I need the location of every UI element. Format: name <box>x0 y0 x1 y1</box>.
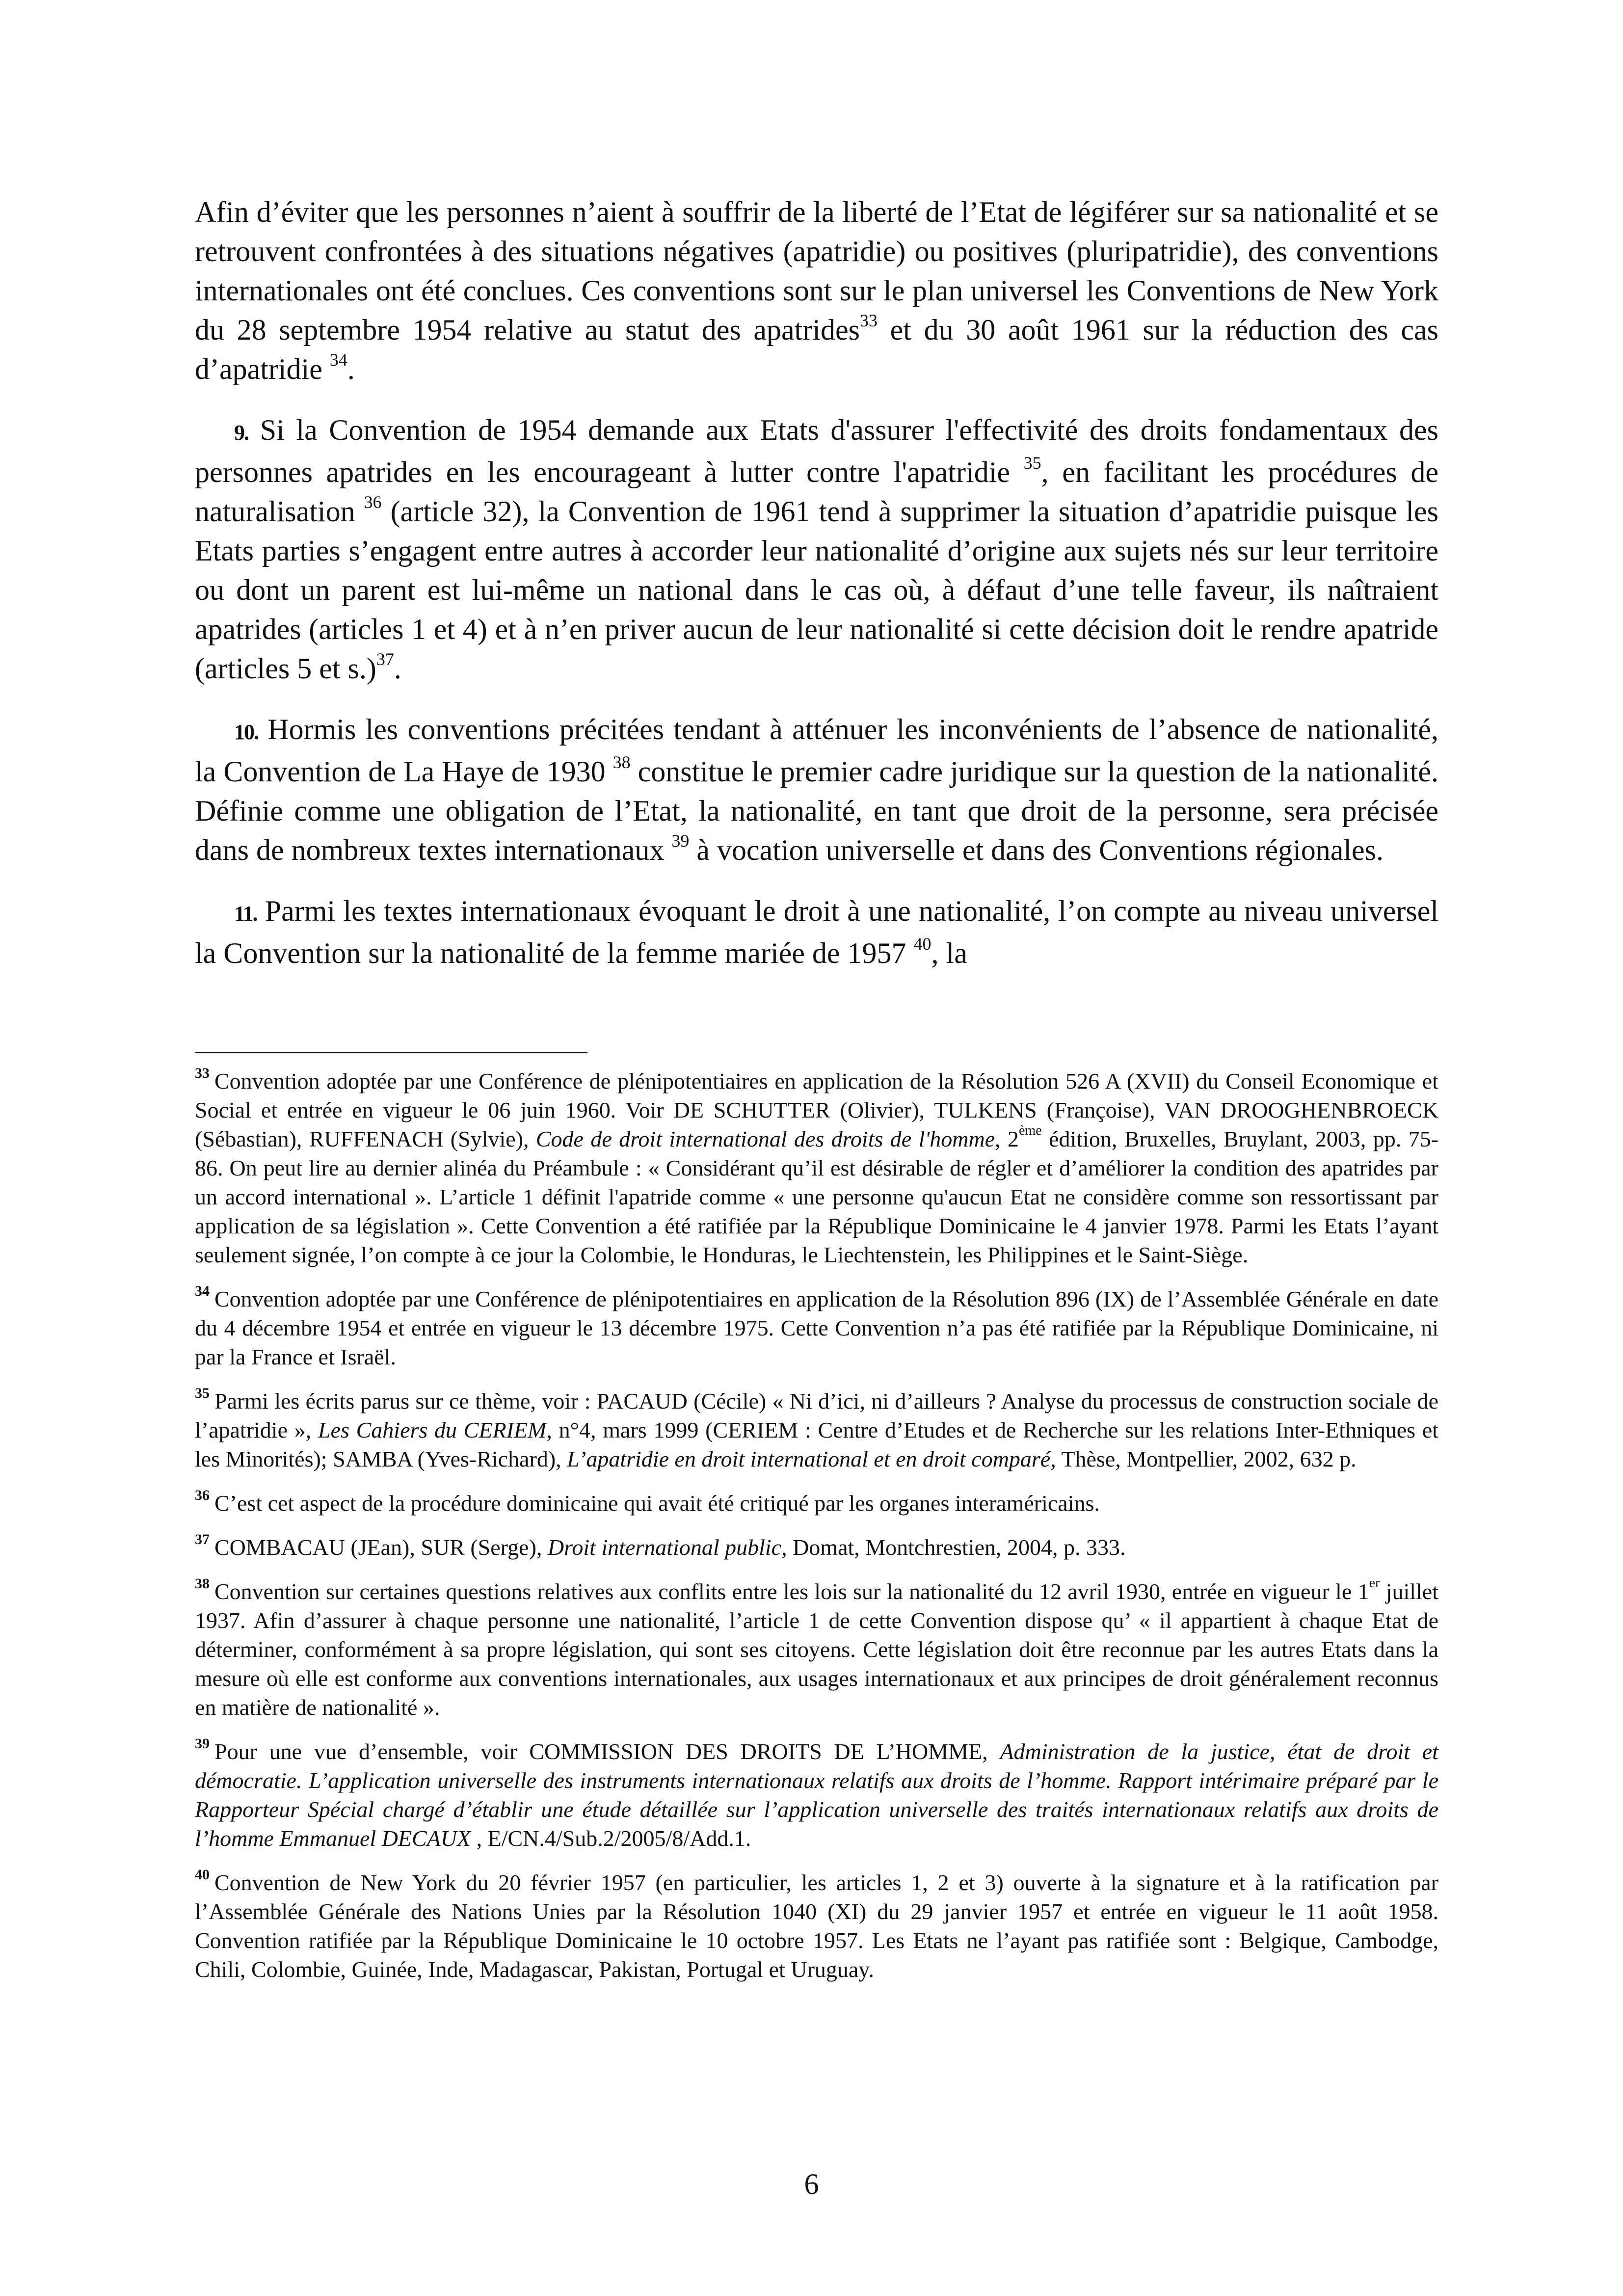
body-text <box>195 192 1438 994</box>
footnote-ref-34[interactable]: 34 <box>329 350 347 370</box>
footnote-35: $^{35}$ Parmi les écrits parus sur ce thème, voir : PACAUD (Cécile) « Ni d’ici, ni d’ailleurs ? Analyse du processus de construction sociale de l’apatridie », Les Cahiers du CERIEM, n°4, mars 1999 (CERIEM : Centre d’Etudes et de Recherche sur les relations Inter-Ethniques et les Minorités); SAMBA (Yves-Richard), L’apatridie en droit international et en droit comparé, Thèse, Montpellier, 2002, 632 p. <box>195 1385 1439 1471</box>
page-number: 6 <box>804 2168 819 2200</box>
footnote-36: $^{36}$ C’est cet aspect de la procédure dominicaine qui avait été critiqué par les organes interaméricains. <box>195 1487 1100 1516</box>
footnote-ref-37[interactable]: 37 <box>376 649 394 669</box>
footnote-34: $^{34}$ Convention adoptée par une Conférence de plénipotentiaires en application de la Résolution 896 (IX) de l’Assemblée Générale en date du 4 décembre 1954 et entrée en vigueur le 13 décembre 1975. Cette Convention n’a pas été ratifiée par la République Dominicaine, ni par la France et Israël. <box>195 1282 1438 1369</box>
footnote-ref-40[interactable]: 40 <box>913 934 931 954</box>
footnote-number: 40 <box>195 1866 210 1883</box>
paragraph-10: 10. Hormis les conventions précitées tendant à atténuer les inconvénients de l’absence de nationalité, la Convention de La Haye de 1930 $^{38}$ constitue le premier cadre juridique sur la question de la nationalité. Définie comme une obligation de l’Etat, la nationalité, en tant que droit de la personne, sera précisée dans de nombreux textes internationaux $^{39}$ à vocation universelle et dans des Conventions régionales. <box>195 713 1438 866</box>
paragraph-number: 10. <box>234 720 258 744</box>
paragraph-number: 11. <box>234 902 257 926</box>
footnote-number: 37 <box>195 1531 210 1548</box>
paragraph-8: Afin d’éviter que les personnes n’aient à souffrir de la liberté de l’Etat de légiférer sur sa nationalité et se retrouvent confrontées à des situations négatives (apatridie) ou positives (pluripatridie), des conventions internationales ont été conclues. Ces conventions sont sur le plan universel les Conventions de New York du 28 septembre 1954 relative au statut des apatrides$^{33}$ et du 30 août 1961 sur la réduction des cas d’apatridie $^{34}$. <box>195 196 1439 385</box>
footnote-33: $^{33}$ Convention adoptée par une Conférence de plénipotentiaires en application de la Résolution 526 A (XVII) du Conseil Economique et Social et entrée en vigueur le 06 juin 1960. Voir DE SCHUTTER (Olivier), TULKENS (Françoise), VAN DROOGHENBROECK (Sébastian), RUFFENACH (Sylvie), Code de droit international des droits de l'homme, 2ème édition, Bruxelles, Bruylant, 2003, pp. 75-86. On peut lire au dernier alinéa du Préambule : « Considérant qu’il est désirable de régler et d’améliorer la condition des apatrides par un accord international ». L’article 1 définit l'apatride comme « une personne qu'aucun Etat ne considère comme son ressortissant par application de sa législation ». Cette Convention a été ratifiée par la République Dominicaine le 4 janvier 1978. Parmi les Etats l’ayant seulement signée, l’on compte à ce jour la Colombie, le Honduras, le Liechtenstein, les Philippines et le Saint-Siège. <box>195 1065 1439 1267</box>
footnote-number: 34 <box>195 1282 210 1299</box>
footnote-number: 35 <box>195 1385 210 1401</box>
footnote-38: $^{38}$ Convention sur certaines questions relatives aux conflits entre les lois sur la nationalité du 12 avril 1930, entrée en vigueur le 1er juillet 1937. Afin d’assurer à chaque personne une nationalité, l’article 1 de cette Convention dispose qu’ « il appartient à chaque Etat de déterminer, conformément à sa propre législation, qui sont ses citoyens. Cette législation doit être reconnue par les autres Etats dans la mesure où elle est conforme aux conventions internationales, aux usages internationaux et aux principes de droit généralement reconnus en matière de nationalité ». <box>195 1575 1438 1720</box>
footnote-ref-36[interactable]: 36 <box>364 492 382 512</box>
footnote-37: $^{37}$ COMBACAU (JEan), SUR (Serge), Droit international public, Domat, Montchrestien, 2004, p. 333. <box>195 1531 1126 1560</box>
footnotes <box>195 1067 1438 1999</box>
footnote-ref-35[interactable]: 35 <box>1023 453 1041 473</box>
paragraph-number: 9. <box>234 421 248 445</box>
footnote-ref-39[interactable]: 39 <box>671 831 690 851</box>
footnote-ref-33[interactable]: 33 <box>859 311 878 330</box>
footnote-ref-38[interactable]: 38 <box>612 752 631 772</box>
paragraph-9: 9. Si la Convention de 1954 demande aux Etats d'assurer l'effectivité des droits fondamentaux des personnes apatrides en les encourageant à lutter contre l'apatridie $^{35}$, en facilitant les procédures de naturalisation $^{36}$ (article 32), la Convention de 1961 tend à supprimer la situation d’apatridie puisque les Etats parties s’engagent entre autres à accorder leur nationalité d’origine aux sujets nés sur leur territoire ou dont un parent est lui-même un national dans le cas où, à défaut d’une telle faveur, ils naîtraient apatrides (articles 1 et 4) et à n’en priver aucun de leur nationalité si cette décision doit le rendre apatride (articles 5 et s.)$^{37}$. <box>195 414 1438 685</box>
paragraph-11: 11. Parmi les textes internationaux évoquant le droit à une nationalité, l’on compte au niveau universel la Convention sur la nationalité de la femme mariée de 1957 $^{40}$, la <box>195 895 1438 969</box>
footnote-separator <box>195 1052 587 1053</box>
footnote-number: 38 <box>195 1575 210 1592</box>
footnote-40: $^{40}$ Convention de New York du 20 février 1957 (en particulier, les articles 1, 2 et 3) ouverte à la signature et à la ratification par l’Assemblée Générale des Nations Unies par la Résolution 1040 (XI) du 29 janvier 1957 et entrée en vigueur le 11 août 1958. Convention ratifiée par la République Dominicaine le 10 octobre 1957. Les Etats ne l’ayant pas ratifiée sont : Belgique, Cambodge, Chili, Colombie, Guinée, Inde, Madagascar, Pakistan, Portugal et Uruguay. <box>195 1866 1438 1982</box>
footnote-number: 36 <box>195 1487 210 1503</box>
footnote-number: 39 <box>195 1735 210 1752</box>
footnote-number: 33 <box>195 1065 210 1081</box>
footnote-39: $^{39}$ Pour une vue d’ensemble, voir COMMISSION DES DROITS DE L’HOMME, Administration de la justice, état de droit et démocratie. L’application universelle des instruments internationaux relatifs aux droits de l’homme. Rapport intérimaire préparé par le Rapporteur Spécial chargé d’établir une étude détaillée sur l’application universelle des traités internationaux relatifs aux droits de l’homme Emmanuel DECAUX , E/CN.4/Sub.2/2005/8/Add.1. <box>195 1735 1438 1851</box>
